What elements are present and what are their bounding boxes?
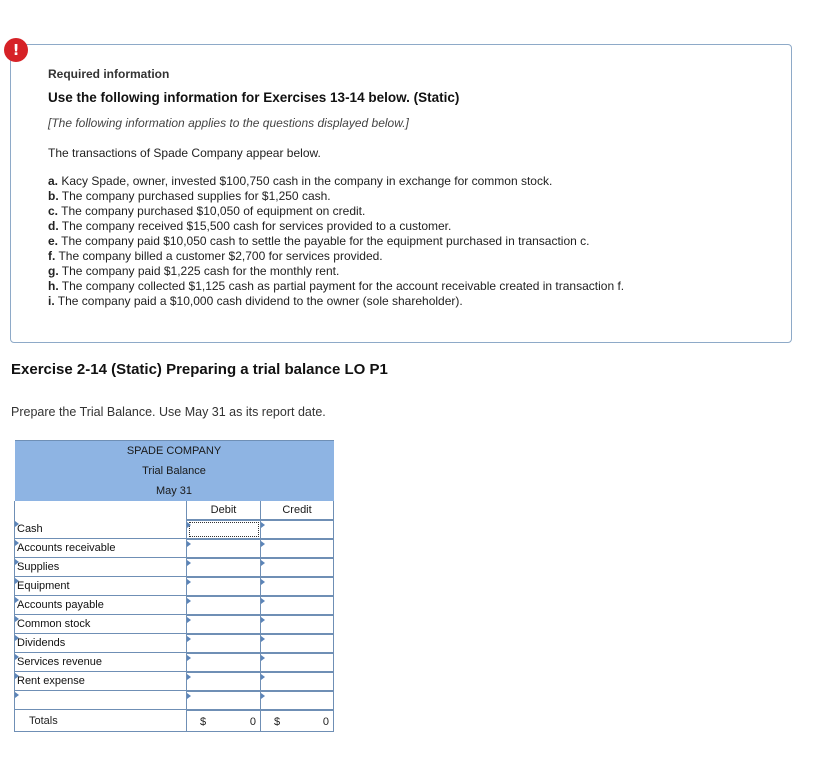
dropdown-marker-icon [261,674,265,680]
dropdown-marker-icon [261,598,265,604]
dropdown-marker-icon [261,579,265,585]
credit-input[interactable] [261,653,334,672]
dropdown-marker-icon [187,674,191,680]
transaction-item [48,294,624,309]
credit-input[interactable] [261,691,334,710]
trial-balance-row [15,577,334,596]
account-name-cell[interactable] [15,691,187,710]
dropdown-marker-icon [15,559,19,565]
dropdown-marker-icon [15,635,19,641]
exercise-instruction: Prepare the Trial Balance. Use May 31 as its report date. [11,405,326,419]
dropdown-marker-icon [187,598,191,604]
transaction-text: Kacy Spade, owner, invested $100,750 cash in the company in exchange for common stock. [61,174,553,188]
dropdown-marker-icon [187,636,191,642]
credit-input[interactable] [261,558,334,577]
totals-label: Totals [15,710,187,732]
trial-balance-row [15,558,334,577]
account-name: Accounts receivable [17,542,116,554]
transaction-item [48,234,624,249]
debit-input[interactable] [187,691,261,710]
debit-input[interactable] [187,634,261,653]
account-name: Dividends [17,637,66,649]
account-name-cell[interactable] [15,672,187,691]
transaction-letter: d. [48,219,59,233]
dropdown-marker-icon [187,541,191,547]
transactions-list [48,174,624,309]
required-information-panel [10,44,792,343]
account-name: Services revenue [17,656,102,668]
trial-balance-table [14,440,334,732]
dropdown-marker-icon [187,655,191,661]
trial-balance-row [15,596,334,615]
debit-input[interactable] [187,615,261,634]
transaction-text: The company purchased $10,050 of equipment on credit. [61,204,366,218]
dropdown-marker-icon [261,693,265,699]
credit-input[interactable] [261,577,334,596]
dropdown-marker-icon [261,522,265,528]
dropdown-marker-icon [15,578,19,584]
total-credit-cell [261,710,334,732]
debit-input[interactable] [187,539,261,558]
transaction-item [48,279,624,294]
transaction-item [48,174,624,189]
trial-balance-row [15,634,334,653]
account-column-header [15,501,187,520]
account-name-cell[interactable] [15,520,187,539]
currency-symbol: $ [274,715,281,728]
trial-balance-row [15,691,334,710]
totals-row [15,710,334,732]
account-name: Cash [17,522,43,535]
alert-icon: ! [4,38,28,62]
dropdown-marker-icon [187,617,191,623]
transaction-text: The company purchased supplies for $1,250 cash. [61,189,331,203]
transaction-letter: h. [48,279,59,293]
transaction-letter: b. [48,189,59,203]
dropdown-marker-icon [15,673,19,679]
transaction-item [48,249,624,264]
transaction-letter: e. [48,234,59,248]
dropdown-marker-icon [261,541,265,547]
transaction-text: The company collected $1,125 cash as partial payment for the account receivable created in transaction f. [61,279,625,293]
account-name-cell[interactable] [15,577,187,596]
currency-symbol: $ [200,715,207,728]
credit-input[interactable] [261,672,334,691]
debit-input[interactable] [187,596,261,615]
credit-input[interactable] [261,615,334,634]
total-credit-value: 0 [322,715,330,728]
transaction-text: The company paid $1,225 cash for the monthly rent. [61,264,340,278]
dropdown-marker-icon [15,597,19,603]
total-debit-value: 0 [249,715,256,728]
debit-column-header: Debit [187,501,261,520]
dropdown-marker-icon [187,560,191,566]
trial-balance-row [15,615,334,634]
transaction-item [48,264,624,279]
transaction-letter: a. [48,174,59,188]
transaction-text: The company paid $10,050 cash to settle the payable for the equipment purchased in transaction c. [61,234,590,248]
dropdown-marker-icon [15,654,19,660]
trial-balance-row [15,520,334,539]
trial-balance-row [15,672,334,691]
statement-date: May 31 [15,481,334,501]
required-information-label: Required information [48,67,170,81]
dropdown-marker-icon [261,636,265,642]
account-name: Rent expense [17,675,85,687]
debit-input[interactable] [187,558,261,577]
debit-input[interactable] [187,653,261,672]
dropdown-marker-icon [15,616,19,622]
exercise-title: Exercise 2-14 (Static) Preparing a trial balance LO P1 [11,361,388,378]
transaction-text: The company billed a customer $2,700 for services provided. [58,249,383,263]
transaction-text: The company received $15,500 cash for services provided to a customer. [61,219,452,233]
account-name: Common stock [17,618,91,630]
account-name: Accounts payable [17,599,104,611]
dropdown-marker-icon [187,522,191,528]
transaction-item [48,219,624,234]
statement-title: Trial Balance [15,461,334,481]
dropdown-marker-icon [187,579,191,585]
transaction-letter: f. [48,249,56,263]
credit-column-header: Credit [261,501,334,520]
dropdown-marker-icon [187,693,191,699]
account-name-cell[interactable] [15,596,187,615]
transaction-item [48,204,624,219]
dropdown-marker-icon [261,655,265,661]
transactions-intro: The transactions of Spade Company appear below. [48,146,321,160]
credit-input[interactable] [261,596,334,615]
credit-input[interactable] [261,520,334,539]
account-name: Equipment [17,580,70,592]
transaction-letter: g. [48,264,59,278]
trial-balance-row [15,539,334,558]
dropdown-marker-icon [15,540,19,546]
transaction-text: The company paid a $10,000 cash dividend to the owner (sole shareholder). [57,294,463,308]
debit-input[interactable] [187,577,261,596]
trial-balance-row [15,653,334,672]
account-name-cell[interactable] [15,539,187,558]
account-name: Supplies [17,561,60,573]
debit-input[interactable] [187,672,261,691]
transaction-item [48,189,624,204]
transaction-letter: i. [48,294,55,308]
applies-note: [The following information applies to the questions displayed below.] [48,116,409,130]
dropdown-marker-icon [15,521,19,527]
dropdown-marker-icon [261,617,265,623]
account-name-cell[interactable] [15,558,187,577]
dropdown-marker-icon [15,692,19,698]
dropdown-marker-icon [261,560,265,566]
total-debit-cell [187,710,261,732]
account-name-cell[interactable] [15,615,187,634]
account-name-cell[interactable] [15,653,187,672]
company-name: SPADE COMPANY [15,441,334,461]
credit-input[interactable] [261,539,334,558]
transaction-letter: c. [48,204,59,218]
credit-input[interactable] [261,634,334,653]
debit-input[interactable] [187,520,261,539]
use-information-heading: Use the following information for Exercises 13-14 below. (Static) [48,90,460,105]
account-name-cell[interactable] [15,634,187,653]
